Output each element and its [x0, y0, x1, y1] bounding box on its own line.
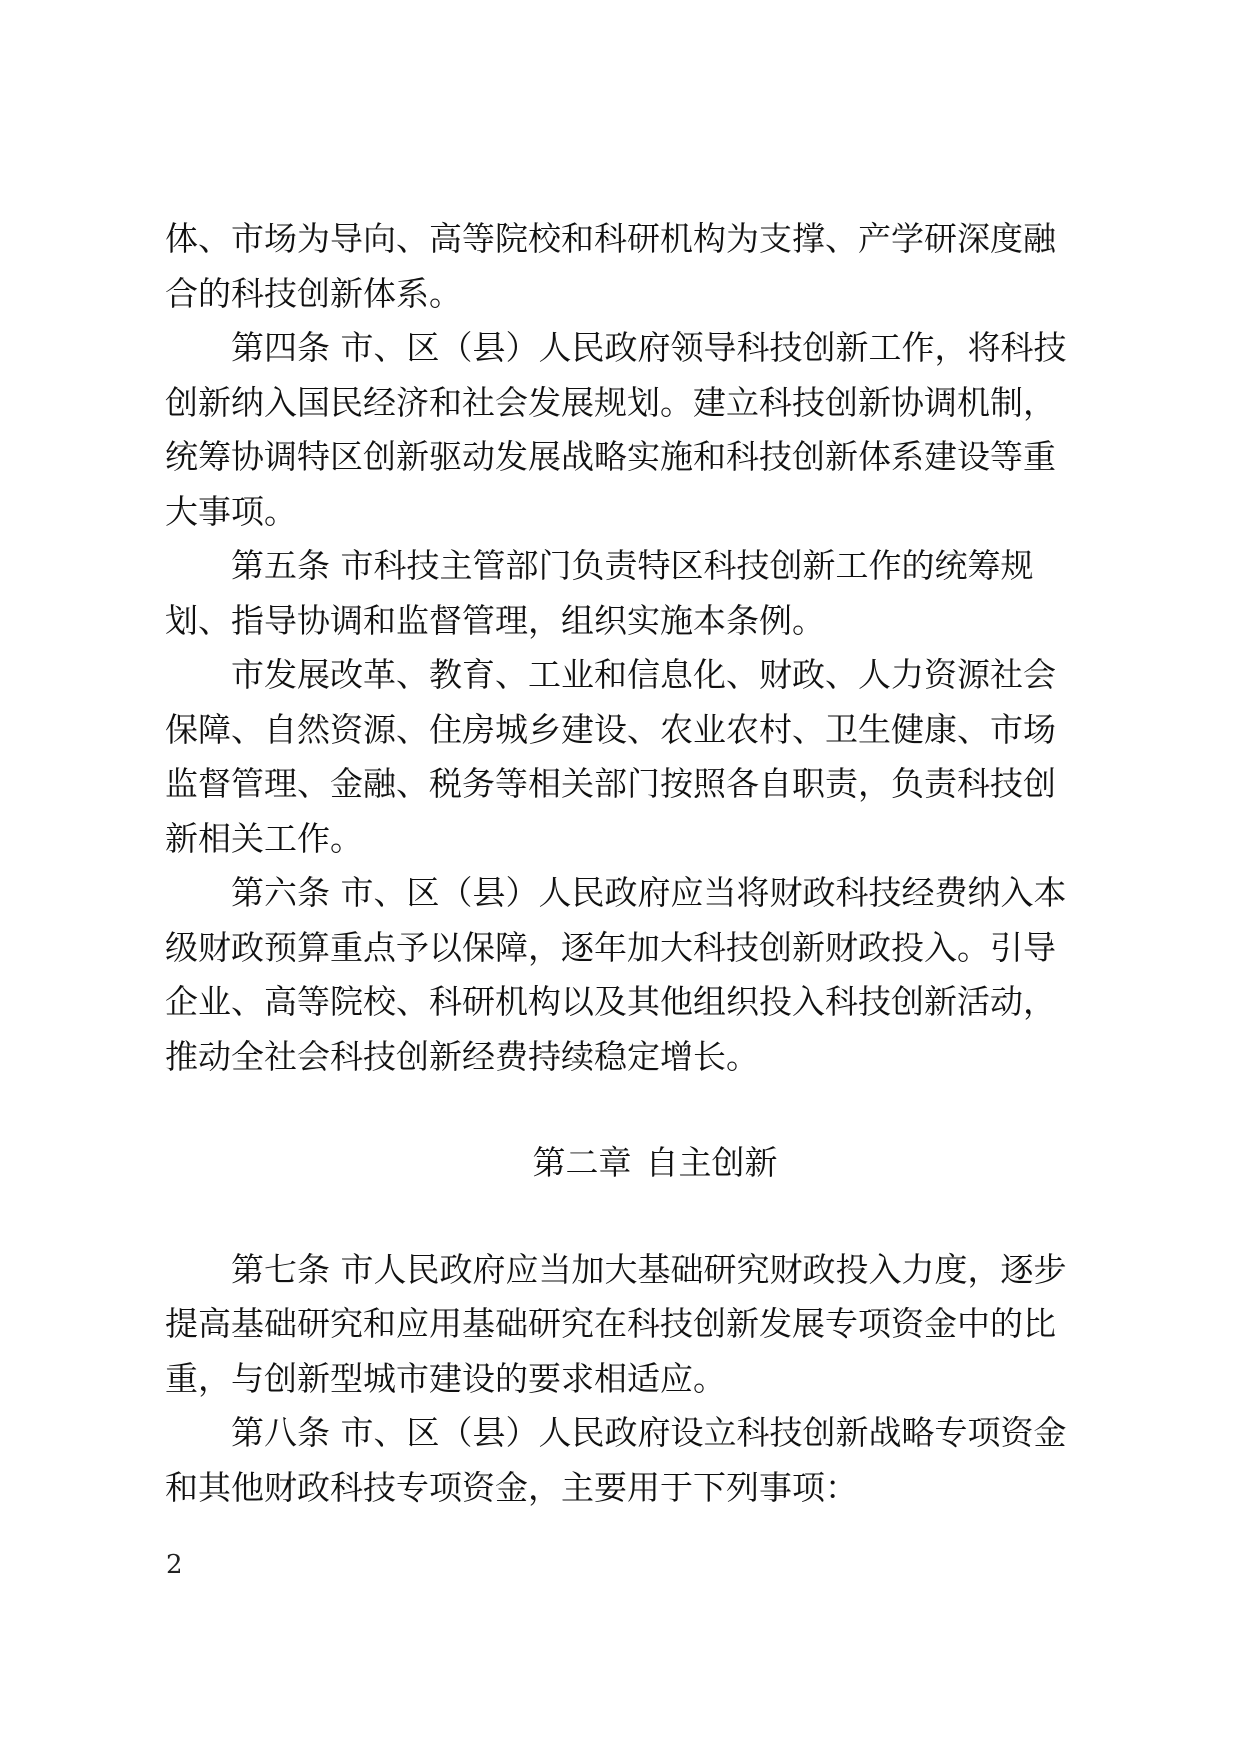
chapter-heading	[165, 1136, 1085, 1191]
text-line: 保障、自然资源、住房城乡建设、农业农村、卫生健康、市场	[165, 709, 1056, 749]
spacer	[165, 1084, 1085, 1136]
spacer	[165, 1191, 1085, 1243]
text-line: 新相关工作。	[165, 818, 363, 858]
text-line: 级财政预算重点予以保障，逐年加大科技创新财政投入。引导	[165, 927, 1056, 967]
text-line: 重，与创新型城市建设的要求相适应。	[165, 1358, 726, 1398]
chapter-title: 自主创新	[645, 1143, 778, 1182]
text-line: 和其他财政科技专项资金，主要用于下列事项：	[165, 1467, 858, 1507]
text-line: 创新纳入国民经济和社会发展规划。建立科技创新协调机制，	[165, 382, 1056, 422]
text-line: 合的科技创新体系。	[165, 273, 462, 313]
text-line: 推动全社会科技创新经费持续稳定增长。	[165, 1036, 759, 1076]
article-7-line: 第七条 市人民政府应当加大基础研究财政投入力度，逐步	[231, 1249, 1067, 1289]
text-line: 提高基础研究和应用基础研究在科技创新发展专项资金中的比	[165, 1304, 1056, 1343]
text-line: 划、指导协调和监督管理，组织实施本条例。	[165, 600, 825, 640]
article-8-line: 第八条 市、区（县）人民政府设立科技创新战略专项资金	[231, 1413, 1067, 1452]
text-line: 大事项。	[165, 491, 297, 531]
text-line: 统筹协调特区创新驱动发展战略实施和科技创新体系建设等重	[165, 437, 1056, 476]
paragraph-line: 市发展改革、教育、工业和信息化、财政、人力资源社会	[231, 655, 1056, 694]
article-6-line: 第六条 市、区（县）人民政府应当将财政科技经费纳入本	[231, 873, 1067, 912]
text-line: 企业、高等院校、科研机构以及其他组织投入科技创新活动，	[165, 982, 1056, 1021]
text-line: 监督管理、金融、税务等相关部门按照各自职责，负责科技创	[165, 764, 1056, 803]
text-line: 体、市场为导向、高等院校和科研机构为支撑、产学研深度融	[165, 219, 1056, 258]
chapter-number: 第二章	[532, 1143, 632, 1182]
document-body	[165, 212, 1085, 1515]
article-5-line: 第五条 市科技主管部门负责特区科技创新工作的统筹规	[231, 546, 1034, 585]
page-number: 2	[166, 1550, 183, 1580]
article-4-line: 第四条 市、区（县）人民政府领导科技创新工作，将科技	[231, 328, 1067, 367]
